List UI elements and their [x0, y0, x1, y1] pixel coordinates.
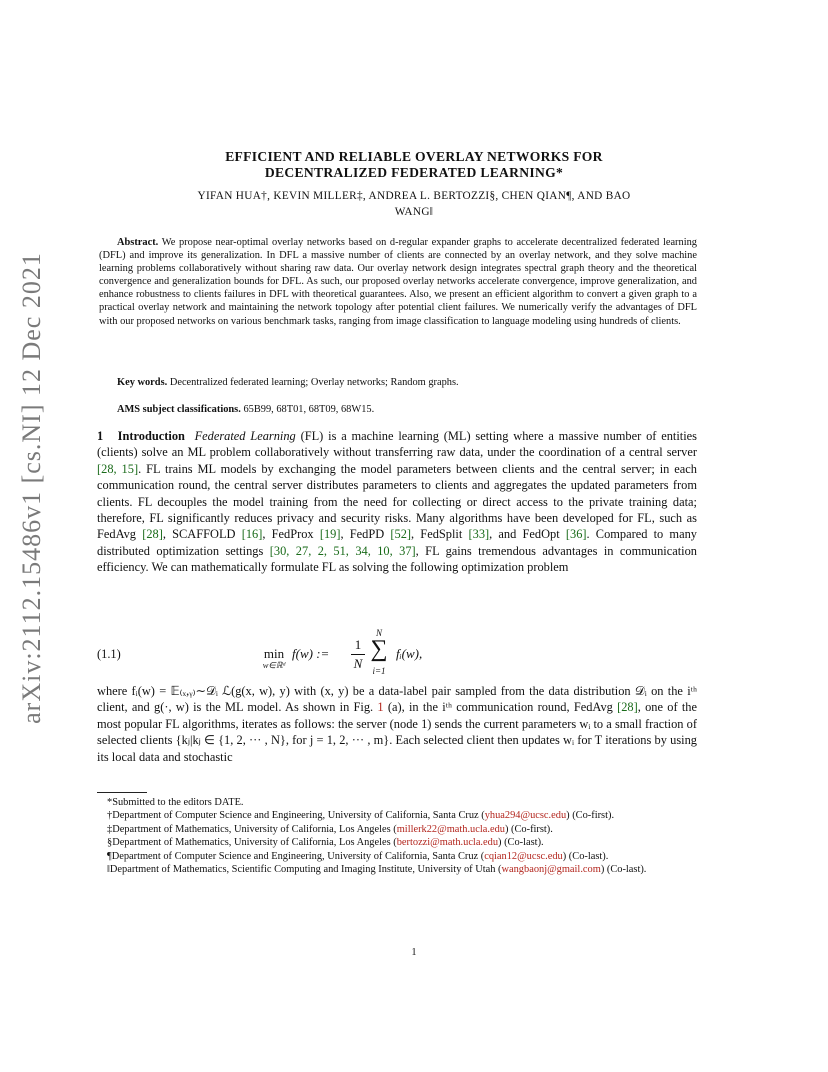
- intro-text: . Compared to many distributed optimization settings: [97, 527, 697, 558]
- author-list: [104, 188, 724, 220]
- intro-text: , and FedOpt: [489, 527, 560, 542]
- footnote-text: ) (Co-last).: [498, 837, 544, 849]
- page-number: 1: [411, 947, 417, 958]
- citation-link[interactable]: [28, 15]: [97, 461, 139, 476]
- title-line-2: DECENTRALIZED FEDERATED LEARNING*: [264, 165, 564, 180]
- citation-link[interactable]: [28]: [142, 527, 163, 542]
- email-link[interactable]: millerk22@math.ucla.edu: [396, 823, 505, 835]
- footnote-1: *Submitted to the editors DATE.: [107, 797, 244, 808]
- ams-classifications: [117, 404, 697, 415]
- citation-link[interactable]: [30, 27, 2, 51, 34, 10, 37]: [269, 543, 416, 558]
- email-link[interactable]: cqian12@ucsc.edu: [484, 850, 563, 862]
- eq-rhs: fᵢ(w),: [396, 646, 423, 661]
- authors-line-2: WANG‖: [394, 206, 434, 218]
- title-line-1: EFFICIENT AND RELIABLE OVERLAY NETWORKS FOR: [225, 149, 603, 164]
- ams-text: 65B99, 68T01, 68T09, 68W15.: [243, 404, 375, 415]
- footnote-2: [97, 809, 697, 822]
- footnote-text: ‡Department of Mathematics, University of California, Los Angeles (: [107, 823, 397, 835]
- intro-text: , FedProx: [262, 527, 314, 542]
- keywords: [117, 377, 697, 388]
- citation-link[interactable]: [33]: [468, 527, 490, 542]
- term-federated-learning: Federated Learning: [194, 429, 296, 443]
- intro-text: , SCAFFOLD: [162, 527, 236, 542]
- eq-min-subscript: w∈ℝᵈ: [262, 660, 286, 670]
- eq-min: min: [263, 646, 285, 661]
- footnote-3: [97, 823, 697, 836]
- footnote-text: ¶Department of Computer Science and Engineering, University of California, Santa Cruz (: [107, 850, 485, 862]
- citation-link[interactable]: [16]: [241, 527, 263, 542]
- footnote-6: [97, 863, 697, 876]
- intro-text: . FL trains ML models by exchanging the model parameters between clients and the central server; in each communication round, the central server distributes parameters to clients and aggregates the updated parameters from clients. FL decouples the model training from the need for collecting or direct access to the private training data; therefore, FL significantly reduces privacy and security risks. Many algorithms have been developed for FL, such as FedAvg: [97, 461, 697, 542]
- email-link[interactable]: bertozzi@math.ucla.edu: [396, 837, 499, 849]
- footnote-text: ) (Co-last).: [562, 850, 609, 862]
- abstract-text: We propose near-optimal overlay networks based on d-regular expander graphs to accelerate decentralized federated learning (DFL) and improve its generalization. In DFL a massive number of clients are connected by an overlay network, and they solve machine learning problems collaboratively without sharing raw data. Our overlay network design integrates spectral graph theory and the theoretical convergence and generalization bounds for DFL. As such, our proposed overlay networks accelerate convergence, improve generalization, and enhance robustness to clients failures in DFL with theoretical guarantees. Also, we present an efficient algorithm to convert a given graph to a practical overlay network and maintaining the network topology after potential client failures. We numerically verify the advantages of DFL with our proposed networks on various benchmark tasks, ranging from image classification to language modeling using hundreds of clients.: [99, 237, 697, 327]
- abstract-label: Abstract.: [117, 237, 159, 248]
- citation-link[interactable]: [19]: [319, 527, 341, 542]
- paper-title: [96, 149, 732, 181]
- intro-text: , FL gains tremendous advantages in communication efficiency. We can mathematically formulate FL as solving the following optimization problem: [97, 543, 697, 575]
- eq-lhs: f(w) :=: [292, 646, 330, 661]
- email-link[interactable]: wangbaonj@gmail.com: [501, 864, 601, 876]
- eq-fraction-denominator: N: [353, 656, 363, 671]
- equation: [260, 630, 560, 680]
- eq-sum-symbol: ∑: [370, 636, 388, 662]
- intro-text: , FedSplit: [411, 527, 463, 542]
- footnote-text: ) (Co-first).: [566, 810, 615, 822]
- citation-link[interactable]: [36]: [565, 527, 587, 542]
- body-text: , one of the most popular FL algorithms, iterates as follows: the server (node 1) sends the current parameters wᵢ to a small fraction of selected clients {kⱼ|kⱼ ∈ {1, 2, ··· , N}, for j = 1, 2, ··· , m}. Each selected client then updates wᵢ for T iterations by using its local data and stochastic: [97, 700, 697, 764]
- section-heading: Introduction: [117, 429, 185, 443]
- figure-link[interactable]: 1: [377, 700, 384, 715]
- authors-line-1: YIFAN HUA†, KEVIN MILLER‡, ANDREA L. BERTOZZI§, CHEN QIAN¶, AND BAO: [197, 190, 631, 202]
- eq-sum-lower: i=1: [372, 666, 386, 676]
- footnote-text: †Department of Computer Science and Engineering, University of California, Santa Cruz (: [107, 810, 485, 822]
- body-text: where fᵢ(w) = 𝔼₍ₓ,ᵧ₎∼𝒟ᵢ ℒ(g(x, w), y) with (x, y) be a data-label pair sampled from the data distribution 𝒟ᵢ on the iᵗʰ client, and g(·, w) is the ML model. As shown in Fig.: [97, 684, 697, 715]
- footnote-text: ‖Department of Mathematics, Scientific Computing and Imaging Institute, University of Utah (: [107, 864, 502, 876]
- intro-text: (FL) is a machine learning (ML) setting where a massive number of entities (clients) solve an ML problem collaboratively without transferring raw data, under the coordination of a central server: [97, 429, 698, 460]
- intro-text: , FedPD: [340, 527, 385, 542]
- introduction-paragraph: [97, 428, 697, 576]
- footnote-text: ) (Co-last).: [600, 864, 647, 876]
- equation-number: (1.1): [97, 647, 121, 661]
- citation-link[interactable]: [28]: [617, 700, 638, 715]
- footnote-5: [97, 850, 697, 863]
- body-text: (a), in the iᵗʰ communication round, FedAvg: [387, 700, 613, 715]
- arxiv-identifier: arXiv:2112.15486v1 [cs.NI] 12 Dec 2021: [17, 252, 46, 724]
- post-equation-paragraph: [97, 683, 697, 765]
- footnote-4: [97, 836, 697, 849]
- footnotes: [97, 796, 697, 876]
- section-number: 1: [97, 429, 104, 443]
- eq-fraction-numerator: 1: [354, 637, 362, 652]
- eq-sum-upper: N: [375, 628, 382, 638]
- footnote-text: ) (Co-first).: [504, 823, 553, 835]
- keywords-text: Decentralized federated learning; Overlay networks; Random graphs.: [169, 377, 459, 388]
- abstract: [99, 236, 697, 328]
- footnote-text: §Department of Mathematics, University of California, Los Angeles (: [107, 837, 397, 849]
- footnote-rule: [97, 792, 147, 793]
- keywords-label: Key words.: [117, 377, 168, 388]
- citation-link[interactable]: [52]: [390, 527, 412, 542]
- ams-label: AMS subject classifications.: [117, 404, 241, 415]
- email-link[interactable]: yhua294@ucsc.edu: [484, 810, 567, 822]
